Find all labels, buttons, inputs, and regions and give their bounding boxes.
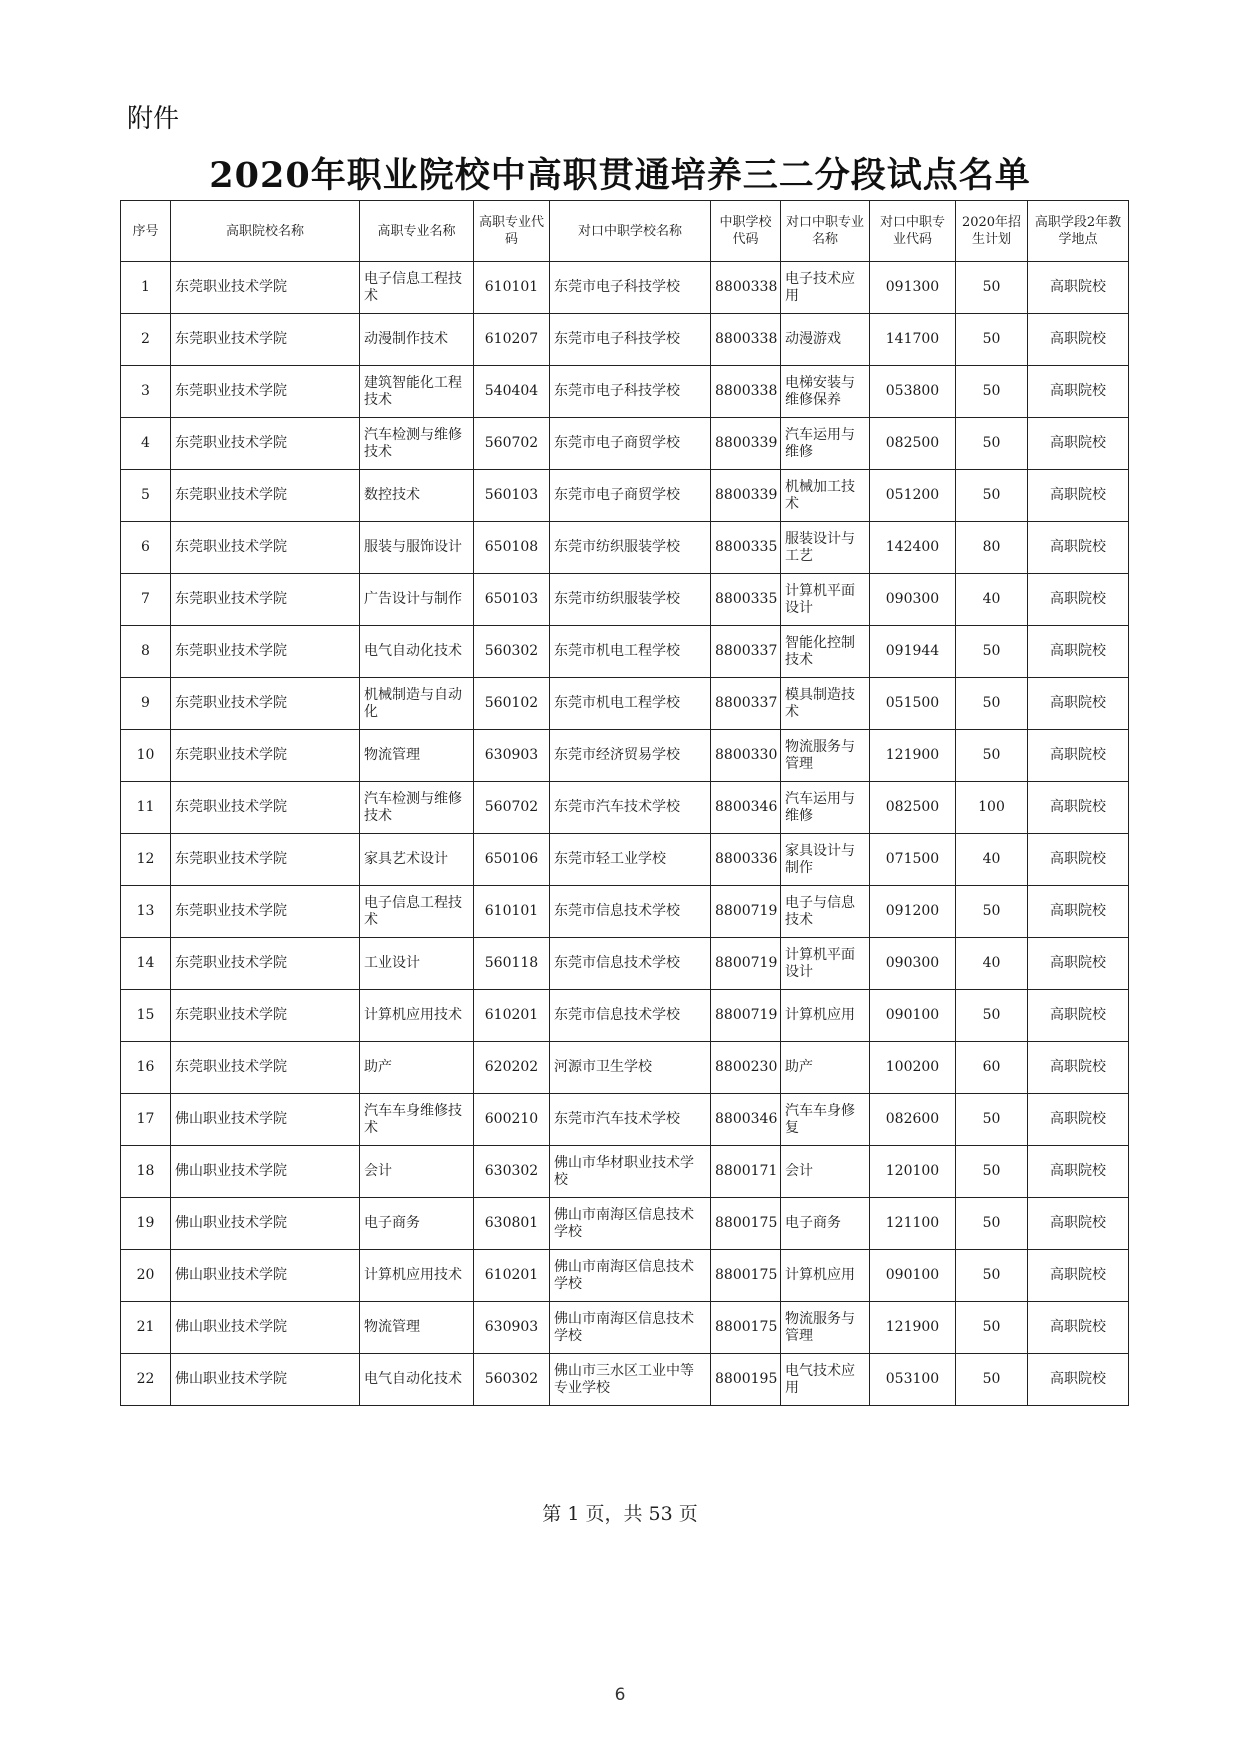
col-higher-major-cell: 助产 [360,1042,474,1094]
col-higher-major-code-cell: 630801 [474,1198,550,1250]
col-higher-major-code-cell: 610101 [474,262,550,314]
col-higher-major-cell: 计算机应用技术 [360,1250,474,1302]
table-row [121,834,1129,886]
col-higher-major-code-cell: 630903 [474,730,550,782]
col-seq-cell: 17 [121,1094,171,1146]
col-higher-college-cell: 东莞职业技术学院 [171,730,360,782]
col-partner-major-cell: 服装设计与工艺 [781,522,870,574]
col-seq-cell: 16 [121,1042,171,1094]
col-partner-major-cell: 电子商务 [781,1198,870,1250]
col-higher-major-code-cell: 600210 [474,1094,550,1146]
col-partner-major-cell: 动漫游戏 [781,314,870,366]
col-higher-major-cell: 汽车车身维修技术 [360,1094,474,1146]
col-partner-major-cell: 物流服务与管理 [781,730,870,782]
col-higher-major-cell: 电气自动化技术 [360,626,474,678]
col-higher-college-cell: 佛山职业技术学院 [171,1250,360,1302]
col-higher-major-cell: 物流管理 [360,1302,474,1354]
col-partner-major-code-cell: 082600 [870,1094,956,1146]
col-partner-school-cell: 东莞市机电工程学校 [550,626,711,678]
col-partner-major-code-cell: 090100 [870,990,956,1042]
table-row [121,730,1129,782]
col-higher-major-code-cell: 630903 [474,1302,550,1354]
col-higher-major-cell: 服装与服饰设计 [360,522,474,574]
col-partner-major-cell: 电气技术应用 [781,1354,870,1406]
col-enrollment-plan-cell: 50 [956,366,1028,418]
col-higher-college-cell: 佛山职业技术学院 [171,1302,360,1354]
col-partner-major-code-cell: 091300 [870,262,956,314]
col-teaching-location-cell: 高职院校 [1028,522,1129,574]
col-partner-major-cell: 汽车运用与维修 [781,418,870,470]
col-enrollment-plan-cell: 50 [956,1302,1028,1354]
pilot-roster-table [120,200,1129,1406]
col-partner-school-cell: 东莞市纺织服装学校 [550,574,711,626]
col-higher-major-cell: 工业设计 [360,938,474,990]
col-higher-college-cell: 东莞职业技术学院 [171,470,360,522]
col-partner-major-code-cell: 090300 [870,938,956,990]
col-school-code-cell: 8800195 [711,1354,781,1406]
col-seq-cell: 8 [121,626,171,678]
col-higher-college-cell: 东莞职业技术学院 [171,366,360,418]
col-partner-major-cell: 电子技术应用 [781,262,870,314]
col-enrollment-plan-cell: 50 [956,418,1028,470]
col-higher-major-code-cell: 610101 [474,886,550,938]
col-higher-major-code-cell: 650106 [474,834,550,886]
col-higher-college-cell: 东莞职业技术学院 [171,522,360,574]
col-higher-college-cell: 东莞职业技术学院 [171,782,360,834]
col-teaching-location-cell: 高职院校 [1028,262,1129,314]
col-school-code-cell: 8800719 [711,938,781,990]
col-teaching-location-cell: 高职院校 [1028,1302,1129,1354]
col-higher-major-code-cell: 560103 [474,470,550,522]
col-partner-major-code-cell: 051500 [870,678,956,730]
col-enrollment-plan-cell: 50 [956,626,1028,678]
col-partner-major-cell: 智能化控制技术 [781,626,870,678]
col-higher-major-code-cell: 610201 [474,990,550,1042]
table-row [121,1146,1129,1198]
col-higher-major-code-cell: 610201 [474,1250,550,1302]
col-higher-major-cell: 电子商务 [360,1198,474,1250]
col-enrollment-plan-cell: 50 [956,1354,1028,1406]
col-partner-major-cell: 电子与信息技术 [781,886,870,938]
col-higher-major-code-cell: 540404 [474,366,550,418]
col-partner-major-cell: 计算机应用 [781,990,870,1042]
col-partner-major-code-cell: 090300 [870,574,956,626]
col-higher-college-cell: 东莞职业技术学院 [171,626,360,678]
col-partner-major-code-cell: 091200 [870,886,956,938]
table-row [121,938,1129,990]
col-school-code-cell: 8800337 [711,626,781,678]
col-school-code-header: 中职学校代码 [711,201,781,262]
col-enrollment-plan-cell: 50 [956,678,1028,730]
col-higher-major-code-cell: 650103 [474,574,550,626]
table-row [121,522,1129,574]
col-higher-major-code-cell: 630302 [474,1146,550,1198]
col-school-code-cell: 8800337 [711,678,781,730]
header-row [121,201,1129,262]
col-enrollment-plan-cell: 50 [956,886,1028,938]
table-row [121,1094,1129,1146]
col-partner-major-cell: 会计 [781,1146,870,1198]
col-partner-school-cell: 东莞市电子商贸学校 [550,470,711,522]
col-school-code-cell: 8800171 [711,1146,781,1198]
col-partner-school-cell: 东莞市信息技术学校 [550,990,711,1042]
col-enrollment-plan-cell: 50 [956,1146,1028,1198]
col-partner-major-cell: 机械加工技术 [781,470,870,522]
col-partner-school-cell: 东莞市经济贸易学校 [550,730,711,782]
col-enrollment-plan-cell: 50 [956,314,1028,366]
col-partner-major-code-cell: 121100 [870,1198,956,1250]
col-partner-major-cell: 助产 [781,1042,870,1094]
col-enrollment-plan-cell: 50 [956,1094,1028,1146]
col-higher-major-cell: 物流管理 [360,730,474,782]
col-higher-college-cell: 佛山职业技术学院 [171,1198,360,1250]
col-higher-major-cell: 汽车检测与维修技术 [360,418,474,470]
col-partner-major-code-cell: 100200 [870,1042,956,1094]
col-higher-major-code-cell: 610207 [474,314,550,366]
col-enrollment-plan-cell: 40 [956,574,1028,626]
table-row [121,574,1129,626]
col-seq-cell: 4 [121,418,171,470]
col-partner-major-code-cell: 071500 [870,834,956,886]
col-higher-major-code-cell: 560702 [474,418,550,470]
col-partner-school-cell: 佛山市南海区信息技术学校 [550,1250,711,1302]
col-school-code-cell: 8800230 [711,1042,781,1094]
col-teaching-location-cell: 高职院校 [1028,626,1129,678]
col-school-code-cell: 8800339 [711,470,781,522]
col-higher-major-code-cell: 560102 [474,678,550,730]
col-higher-major-cell: 建筑智能化工程技术 [360,366,474,418]
col-partner-major-code-cell: 082500 [870,782,956,834]
col-school-code-cell: 8800719 [711,990,781,1042]
table-row [121,886,1129,938]
table-row [121,366,1129,418]
col-seq-cell: 14 [121,938,171,990]
col-enrollment-plan-cell: 50 [956,262,1028,314]
col-higher-major-code-cell: 560702 [474,782,550,834]
col-enrollment-plan-cell: 50 [956,1250,1028,1302]
col-teaching-location-cell: 高职院校 [1028,1042,1129,1094]
col-seq-cell: 11 [121,782,171,834]
col-higher-major-cell: 汽车检测与维修技术 [360,782,474,834]
col-partner-major-code-cell: 053800 [870,366,956,418]
col-seq-cell: 12 [121,834,171,886]
col-partner-major-cell: 电梯安装与维修保养 [781,366,870,418]
table-row [121,418,1129,470]
col-partner-major-code-cell: 142400 [870,522,956,574]
col-school-code-cell: 8800719 [711,886,781,938]
col-teaching-location-cell: 高职院校 [1028,730,1129,782]
table-row [121,470,1129,522]
table-row [121,626,1129,678]
col-teaching-location-cell: 高职院校 [1028,678,1129,730]
page-folio: 6 [614,1685,626,1705]
col-school-code-cell: 8800330 [711,730,781,782]
col-teaching-location-cell: 高职院校 [1028,834,1129,886]
col-seq-cell: 22 [121,1354,171,1406]
col-higher-college-cell: 东莞职业技术学院 [171,834,360,886]
table-row [121,1250,1129,1302]
col-school-code-cell: 8800336 [711,834,781,886]
table-body [121,262,1129,1406]
table-row [121,1354,1129,1406]
table-row [121,314,1129,366]
col-higher-major-cell: 电子信息工程技术 [360,886,474,938]
col-school-code-cell: 8800338 [711,262,781,314]
col-partner-major-code-cell: 051200 [870,470,956,522]
table-row [121,1302,1129,1354]
col-school-code-cell: 8800338 [711,366,781,418]
col-seq-cell: 1 [121,262,171,314]
col-teaching-location-cell: 高职院校 [1028,574,1129,626]
col-higher-college-cell: 佛山职业技术学院 [171,1354,360,1406]
document-title: 2020年职业院校中高职贯通培养三二分段试点名单 [209,155,1031,196]
col-seq-cell: 21 [121,1302,171,1354]
col-partner-school-cell: 东莞市纺织服装学校 [550,522,711,574]
col-higher-major-cell: 计算机应用技术 [360,990,474,1042]
col-higher-major-cell: 会计 [360,1146,474,1198]
col-seq-cell: 15 [121,990,171,1042]
col-teaching-location-cell: 高职院校 [1028,990,1129,1042]
col-partner-major-code-cell: 121900 [870,730,956,782]
col-higher-major-cell: 电气自动化技术 [360,1354,474,1406]
col-school-code-cell: 8800346 [711,1094,781,1146]
col-teaching-location-cell: 高职院校 [1028,1354,1129,1406]
col-school-code-cell: 8800175 [711,1250,781,1302]
col-teaching-location-cell: 高职院校 [1028,1198,1129,1250]
col-school-code-cell: 8800338 [711,314,781,366]
col-higher-major-cell: 电子信息工程技术 [360,262,474,314]
col-partner-major-code-cell: 053100 [870,1354,956,1406]
col-seq-cell: 2 [121,314,171,366]
col-partner-school-cell: 东莞市电子科技学校 [550,262,711,314]
col-partner-major-cell: 计算机平面设计 [781,938,870,990]
col-partner-school-cell: 东莞市电子商贸学校 [550,418,711,470]
col-higher-major-cell: 家具艺术设计 [360,834,474,886]
col-enrollment-plan-cell: 40 [956,834,1028,886]
col-higher-major-code-cell: 650108 [474,522,550,574]
col-teaching-location-cell: 高职院校 [1028,886,1129,938]
col-higher-college-cell: 东莞职业技术学院 [171,314,360,366]
col-teaching-location-cell: 高职院校 [1028,782,1129,834]
col-enrollment-plan-header: 2020年招生计划 [956,201,1028,262]
col-partner-school-cell: 河源市卫生学校 [550,1042,711,1094]
col-partner-school-cell: 东莞市汽车技术学校 [550,1094,711,1146]
col-school-code-cell: 8800346 [711,782,781,834]
col-enrollment-plan-cell: 100 [956,782,1028,834]
col-teaching-location-cell: 高职院校 [1028,314,1129,366]
table-header [121,201,1129,262]
col-school-code-cell: 8800175 [711,1198,781,1250]
col-higher-college-cell: 东莞职业技术学院 [171,418,360,470]
col-partner-school-cell: 东莞市电子科技学校 [550,314,711,366]
col-higher-college-cell: 东莞职业技术学院 [171,938,360,990]
col-partner-major-code-cell: 091944 [870,626,956,678]
col-partner-school-cell: 东莞市汽车技术学校 [550,782,711,834]
col-higher-major-code-cell: 560302 [474,626,550,678]
col-teaching-location-header: 高职学段2年教学地点 [1028,201,1129,262]
col-teaching-location-cell: 高职院校 [1028,1146,1129,1198]
col-enrollment-plan-cell: 60 [956,1042,1028,1094]
col-partner-major-cell: 计算机平面设计 [781,574,870,626]
page-indicator: 第 1 页，共 53 页 [542,1503,698,1525]
col-partner-school-cell: 东莞市电子科技学校 [550,366,711,418]
col-enrollment-plan-cell: 80 [956,522,1028,574]
col-partner-school-cell: 佛山市南海区信息技术学校 [550,1302,711,1354]
col-seq-cell: 20 [121,1250,171,1302]
col-higher-college-cell: 东莞职业技术学院 [171,678,360,730]
col-higher-college-cell: 东莞职业技术学院 [171,990,360,1042]
col-higher-major-cell: 广告设计与制作 [360,574,474,626]
col-school-code-cell: 8800335 [711,574,781,626]
col-partner-major-code-cell: 090100 [870,1250,956,1302]
col-enrollment-plan-cell: 50 [956,470,1028,522]
col-higher-college-cell: 东莞职业技术学院 [171,1042,360,1094]
col-partner-school-cell: 东莞市信息技术学校 [550,938,711,990]
col-enrollment-plan-cell: 50 [956,730,1028,782]
col-higher-major-code-cell: 560118 [474,938,550,990]
col-higher-college-cell: 东莞职业技术学院 [171,262,360,314]
col-teaching-location-cell: 高职院校 [1028,418,1129,470]
col-seq-cell: 18 [121,1146,171,1198]
col-school-code-cell: 8800339 [711,418,781,470]
col-teaching-location-cell: 高职院校 [1028,470,1129,522]
col-partner-school-header: 对口中职学校名称 [550,201,711,262]
col-teaching-location-cell: 高职院校 [1028,366,1129,418]
col-school-code-cell: 8800175 [711,1302,781,1354]
col-partner-school-cell: 佛山市三水区工业中等专业学校 [550,1354,711,1406]
col-higher-college-cell: 东莞职业技术学院 [171,574,360,626]
col-partner-major-header: 对口中职专业名称 [781,201,870,262]
col-seq-cell: 10 [121,730,171,782]
col-partner-major-cell: 物流服务与管理 [781,1302,870,1354]
col-seq-cell: 7 [121,574,171,626]
col-partner-school-cell: 东莞市信息技术学校 [550,886,711,938]
col-partner-major-code-cell: 082500 [870,418,956,470]
col-higher-college-header: 高职院校名称 [171,201,360,262]
table-row [121,990,1129,1042]
col-higher-major-code-cell: 560302 [474,1354,550,1406]
col-higher-college-cell: 东莞职业技术学院 [171,886,360,938]
col-higher-major-cell: 动漫制作技术 [360,314,474,366]
col-higher-college-cell: 佛山职业技术学院 [171,1146,360,1198]
col-seq-cell: 5 [121,470,171,522]
col-partner-major-code-header: 对口中职专业代码 [870,201,956,262]
table-row [121,1042,1129,1094]
col-partner-major-cell: 家具设计与制作 [781,834,870,886]
col-higher-major-header: 高职专业名称 [360,201,474,262]
col-higher-major-cell: 数控技术 [360,470,474,522]
col-partner-major-cell: 计算机应用 [781,1250,870,1302]
table-row [121,782,1129,834]
attachment-label: 附件 [127,104,180,134]
col-teaching-location-cell: 高职院校 [1028,1094,1129,1146]
col-higher-major-cell: 机械制造与自动化 [360,678,474,730]
col-higher-college-cell: 佛山职业技术学院 [171,1094,360,1146]
col-partner-school-cell: 佛山市华材职业技术学校 [550,1146,711,1198]
col-teaching-location-cell: 高职院校 [1028,938,1129,990]
table-row [121,262,1129,314]
col-partner-major-cell: 汽车车身修复 [781,1094,870,1146]
col-seq-header: 序号 [121,201,171,262]
col-enrollment-plan-cell: 50 [956,990,1028,1042]
table-row [121,678,1129,730]
col-enrollment-plan-cell: 40 [956,938,1028,990]
table-row [121,1198,1129,1250]
col-seq-cell: 9 [121,678,171,730]
col-seq-cell: 6 [121,522,171,574]
col-teaching-location-cell: 高职院校 [1028,1250,1129,1302]
col-higher-major-code-cell: 620202 [474,1042,550,1094]
col-school-code-cell: 8800335 [711,522,781,574]
col-partner-school-cell: 东莞市机电工程学校 [550,678,711,730]
col-partner-major-code-cell: 120100 [870,1146,956,1198]
col-partner-school-cell: 东莞市轻工业学校 [550,834,711,886]
col-seq-cell: 3 [121,366,171,418]
col-partner-major-code-cell: 121900 [870,1302,956,1354]
col-partner-major-code-cell: 141700 [870,314,956,366]
col-partner-school-cell: 佛山市南海区信息技术学校 [550,1198,711,1250]
col-partner-major-cell: 模具制造技术 [781,678,870,730]
col-higher-major-code-header: 高职专业代码 [474,201,550,262]
col-seq-cell: 19 [121,1198,171,1250]
col-partner-major-cell: 汽车运用与维修 [781,782,870,834]
col-seq-cell: 13 [121,886,171,938]
col-enrollment-plan-cell: 50 [956,1198,1028,1250]
